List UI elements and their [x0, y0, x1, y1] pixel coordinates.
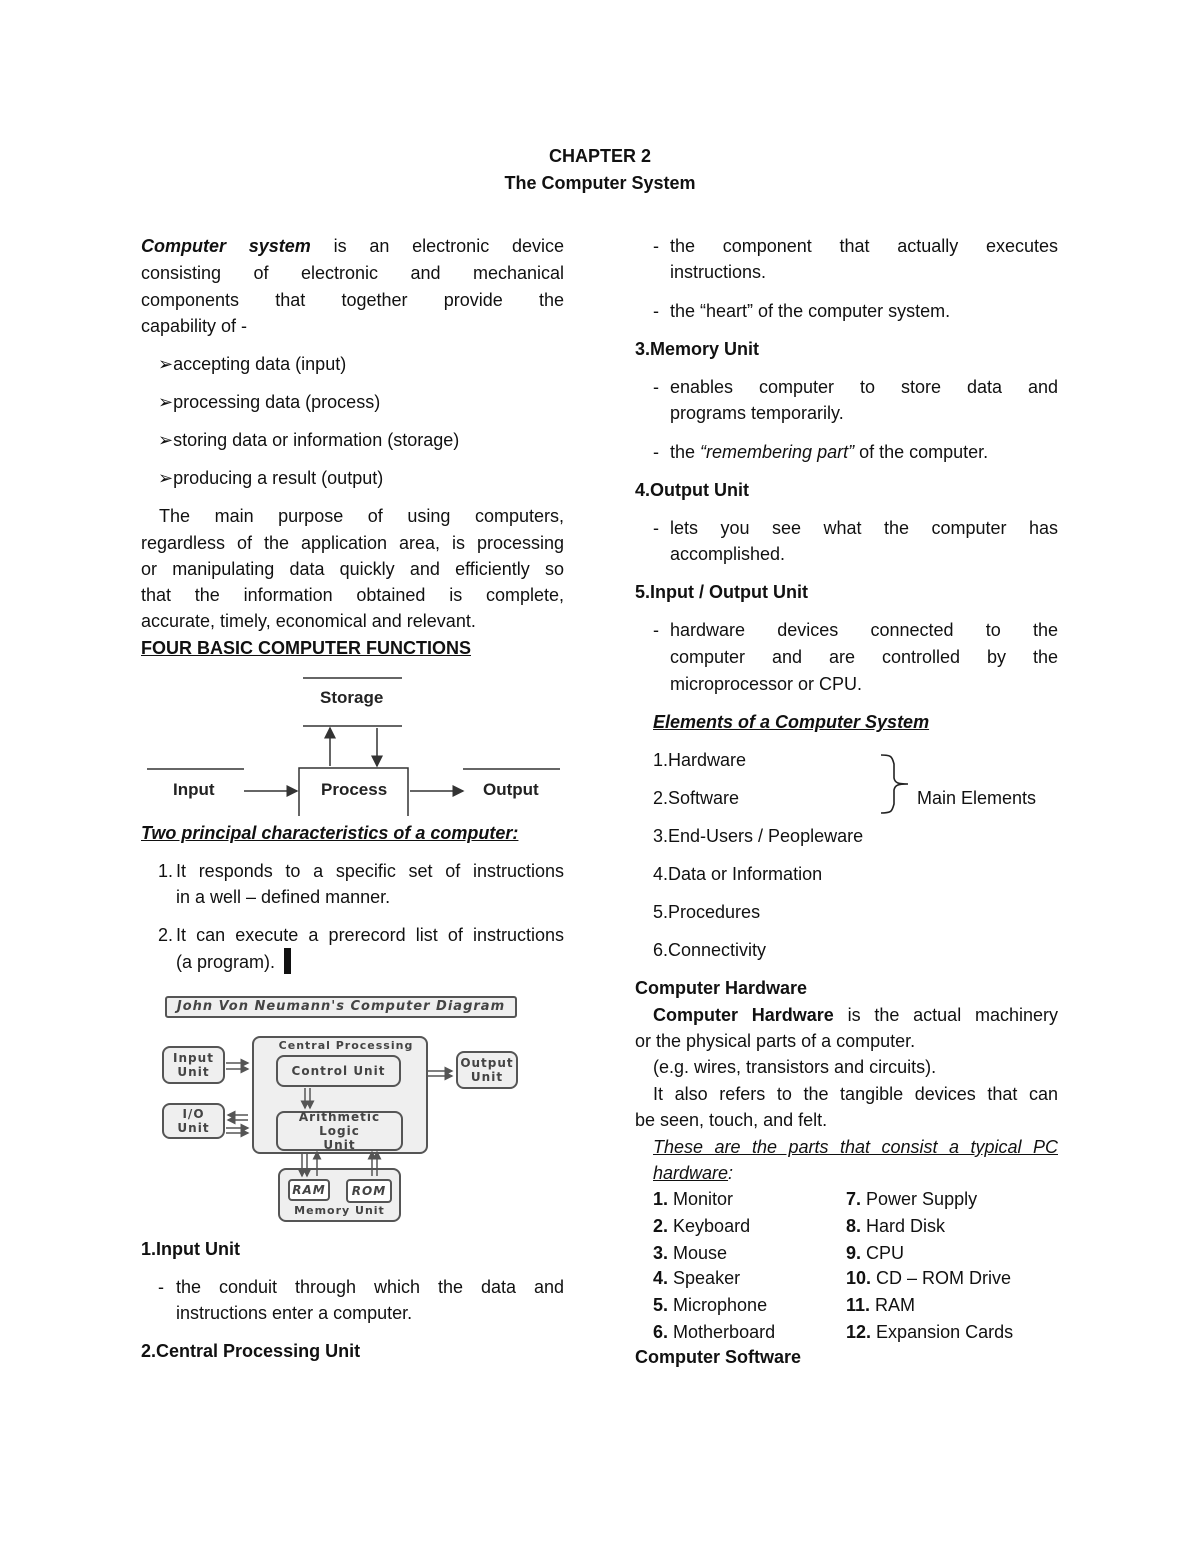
hardware-tangible-line-2: be seen, touch, and felt.: [635, 1110, 828, 1130]
purpose-line: that the information obtained is complete,: [141, 585, 564, 605]
text-cursor: [284, 948, 291, 974]
cpu-box: Central Processing: [252, 1036, 428, 1154]
memory-unit-box: Memory Unit: [278, 1168, 401, 1222]
element-item: 6.Connectivity: [653, 940, 767, 960]
parts-heading-line-2: hardware:: [653, 1163, 734, 1183]
dash-bullet: -: [653, 620, 659, 640]
unit-4-desc-line-1: lets you see what the computer has: [670, 518, 1058, 538]
output-label: Output: [483, 780, 539, 799]
unit-5-desc-line-1: hardware devices connected to the: [670, 620, 1058, 640]
element-item: 5.Procedures: [653, 902, 761, 922]
arrow-bullet-icon: ➢: [158, 392, 174, 412]
unit-4-heading: 4.Output Unit: [635, 480, 749, 500]
dash-bullet: -: [653, 236, 659, 256]
rom-box: ROM: [346, 1179, 392, 1203]
input-unit-box: Input Unit: [162, 1046, 225, 1084]
diagram-title: John Von Neumann's Computer Diagram: [165, 996, 517, 1018]
unit-5-desc-line-3: microprocessor or CPU.: [670, 674, 863, 694]
unit-2-desc-line-2: instructions.: [670, 262, 767, 282]
dash-bullet: -: [653, 377, 659, 397]
characteristics-heading: Two principal characteristics of a computer:: [141, 823, 519, 843]
unit-1-desc-line-2: instructions enter a computer.: [176, 1303, 413, 1323]
dash-bullet: -: [653, 301, 659, 321]
intro-line-3: components that together provide the: [141, 290, 564, 310]
unit-2-heading: 2.Central Processing Unit: [141, 1341, 361, 1361]
dash-bullet: -: [653, 442, 659, 462]
main-elements-label: Main Elements: [917, 788, 1037, 808]
list-number: 2.: [158, 925, 174, 945]
unit-3-heading: 3.Memory Unit: [635, 339, 760, 359]
intro-line-1-rest: is an electronic device: [333, 236, 564, 256]
part-item: 12. Expansion Cards: [846, 1322, 1014, 1342]
parts-heading-line-1: These are the parts that consist a typical PC: [653, 1137, 1058, 1157]
hardware-tangible-line-1: It also refers to the tangible devices that can: [653, 1084, 1058, 1104]
process-label: Process: [321, 780, 388, 799]
unit-1-desc-line-1: the conduit through which the data and: [176, 1277, 564, 1297]
input-label: Input: [173, 780, 215, 799]
intro-term: Computer system: [141, 236, 311, 256]
brace-icon: [878, 752, 914, 816]
characteristic-2-line-2: (a program).: [176, 952, 276, 972]
characteristic-1-line-1: It responds to a specific set of instructions: [176, 861, 564, 881]
part-item: 4. Speaker: [653, 1268, 741, 1288]
unit-3-desc-2: the “remembering part” of the computer.: [670, 442, 989, 462]
arrow-bullet-icon: ➢: [158, 354, 174, 374]
dash-bullet: -: [158, 1277, 164, 1297]
part-item: 5. Microphone: [653, 1295, 768, 1315]
hardware-heading: Computer Hardware: [635, 978, 808, 998]
unit-5-heading: 5.Input / Output Unit: [635, 582, 808, 602]
unit-1-heading: 1.Input Unit: [141, 1239, 240, 1259]
arrow-bullet-icon: ➢: [158, 468, 174, 488]
purpose-line: regardless of the application area, is processing: [141, 533, 564, 553]
alu-box: Arithmetic Logic Unit: [276, 1111, 403, 1151]
intro-line-1: [141, 233, 564, 259]
unit-5-desc-line-2: computer and are controlled by the: [670, 647, 1058, 667]
unit-3-desc-line-2: programs temporarily.: [670, 403, 844, 423]
hardware-example: (e.g. wires, transistors and circuits).: [653, 1057, 937, 1077]
part-item: 7. Power Supply: [846, 1189, 978, 1209]
characteristic-1-line-2: in a well – defined manner.: [176, 887, 391, 907]
element-item: 4.Data or Information: [653, 864, 823, 884]
io-unit-box: I/O Unit: [162, 1103, 225, 1139]
part-item: 6. Motherboard: [653, 1322, 776, 1342]
part-item: 11. RAM: [846, 1295, 916, 1315]
unit-3-desc-line-1: enables computer to store data and: [670, 377, 1058, 397]
control-unit-box: Control Unit: [276, 1055, 401, 1087]
functions-heading: FOUR BASIC COMPUTER FUNCTIONS: [141, 638, 471, 658]
part-item: 9. CPU: [846, 1243, 905, 1263]
output-unit-box: Output Unit: [456, 1051, 518, 1089]
part-item: 8. Hard Disk: [846, 1216, 946, 1236]
ram-box: RAM: [288, 1179, 330, 1201]
hardware-def-line-1: Computer Hardware is the actual machinery: [653, 1005, 1058, 1025]
unit-2-desc-line-1: the component that actually executes: [670, 236, 1058, 256]
capability-item: ➢processing data (process): [158, 392, 381, 412]
unit-2-desc-2: the “heart” of the computer system.: [670, 301, 951, 321]
software-heading: Computer Software: [635, 1347, 802, 1367]
part-item: 10. CD – ROM Drive: [846, 1268, 1012, 1288]
purpose-line: or manipulating data quickly and efficiently so: [141, 559, 564, 579]
capability-item: ➢storing data or information (storage): [158, 430, 460, 450]
characteristic-2-line-1: It can execute a prerecord list of instructions: [176, 925, 564, 945]
chapter-label: CHAPTER 2: [548, 146, 651, 166]
hardware-def-line-2: or the physical parts of a computer.: [635, 1031, 916, 1051]
page-title: The Computer System: [504, 173, 696, 193]
element-item: 3.End-Users / Peopleware: [653, 826, 864, 846]
capability-item: ➢producing a result (output): [158, 468, 384, 488]
part-item: 1. Monitor: [653, 1189, 734, 1209]
capability-item: ➢accepting data (input): [158, 354, 347, 374]
purpose-line: The main purpose of using computers,: [159, 506, 564, 526]
part-item: 3. Mouse: [653, 1243, 728, 1263]
intro-line-4: capability of -: [141, 316, 248, 336]
list-number: 1.: [158, 861, 174, 881]
diagram-arrows: [160, 1040, 460, 1180]
element-item: 1.Hardware: [653, 750, 747, 770]
dash-bullet: -: [653, 518, 659, 538]
storage-label: Storage: [320, 688, 384, 707]
arrow-bullet-icon: ➢: [158, 430, 174, 450]
element-item: 2.Software: [653, 788, 740, 808]
purpose-line: accurate, timely, economical and relevant.: [141, 611, 476, 631]
part-item: 2. Keyboard: [653, 1216, 751, 1236]
unit-4-desc-line-2: accomplished.: [670, 544, 786, 564]
elements-heading: Elements of a Computer System: [653, 712, 930, 732]
intro-line-2: consisting of electronic and mechanical: [141, 263, 564, 283]
